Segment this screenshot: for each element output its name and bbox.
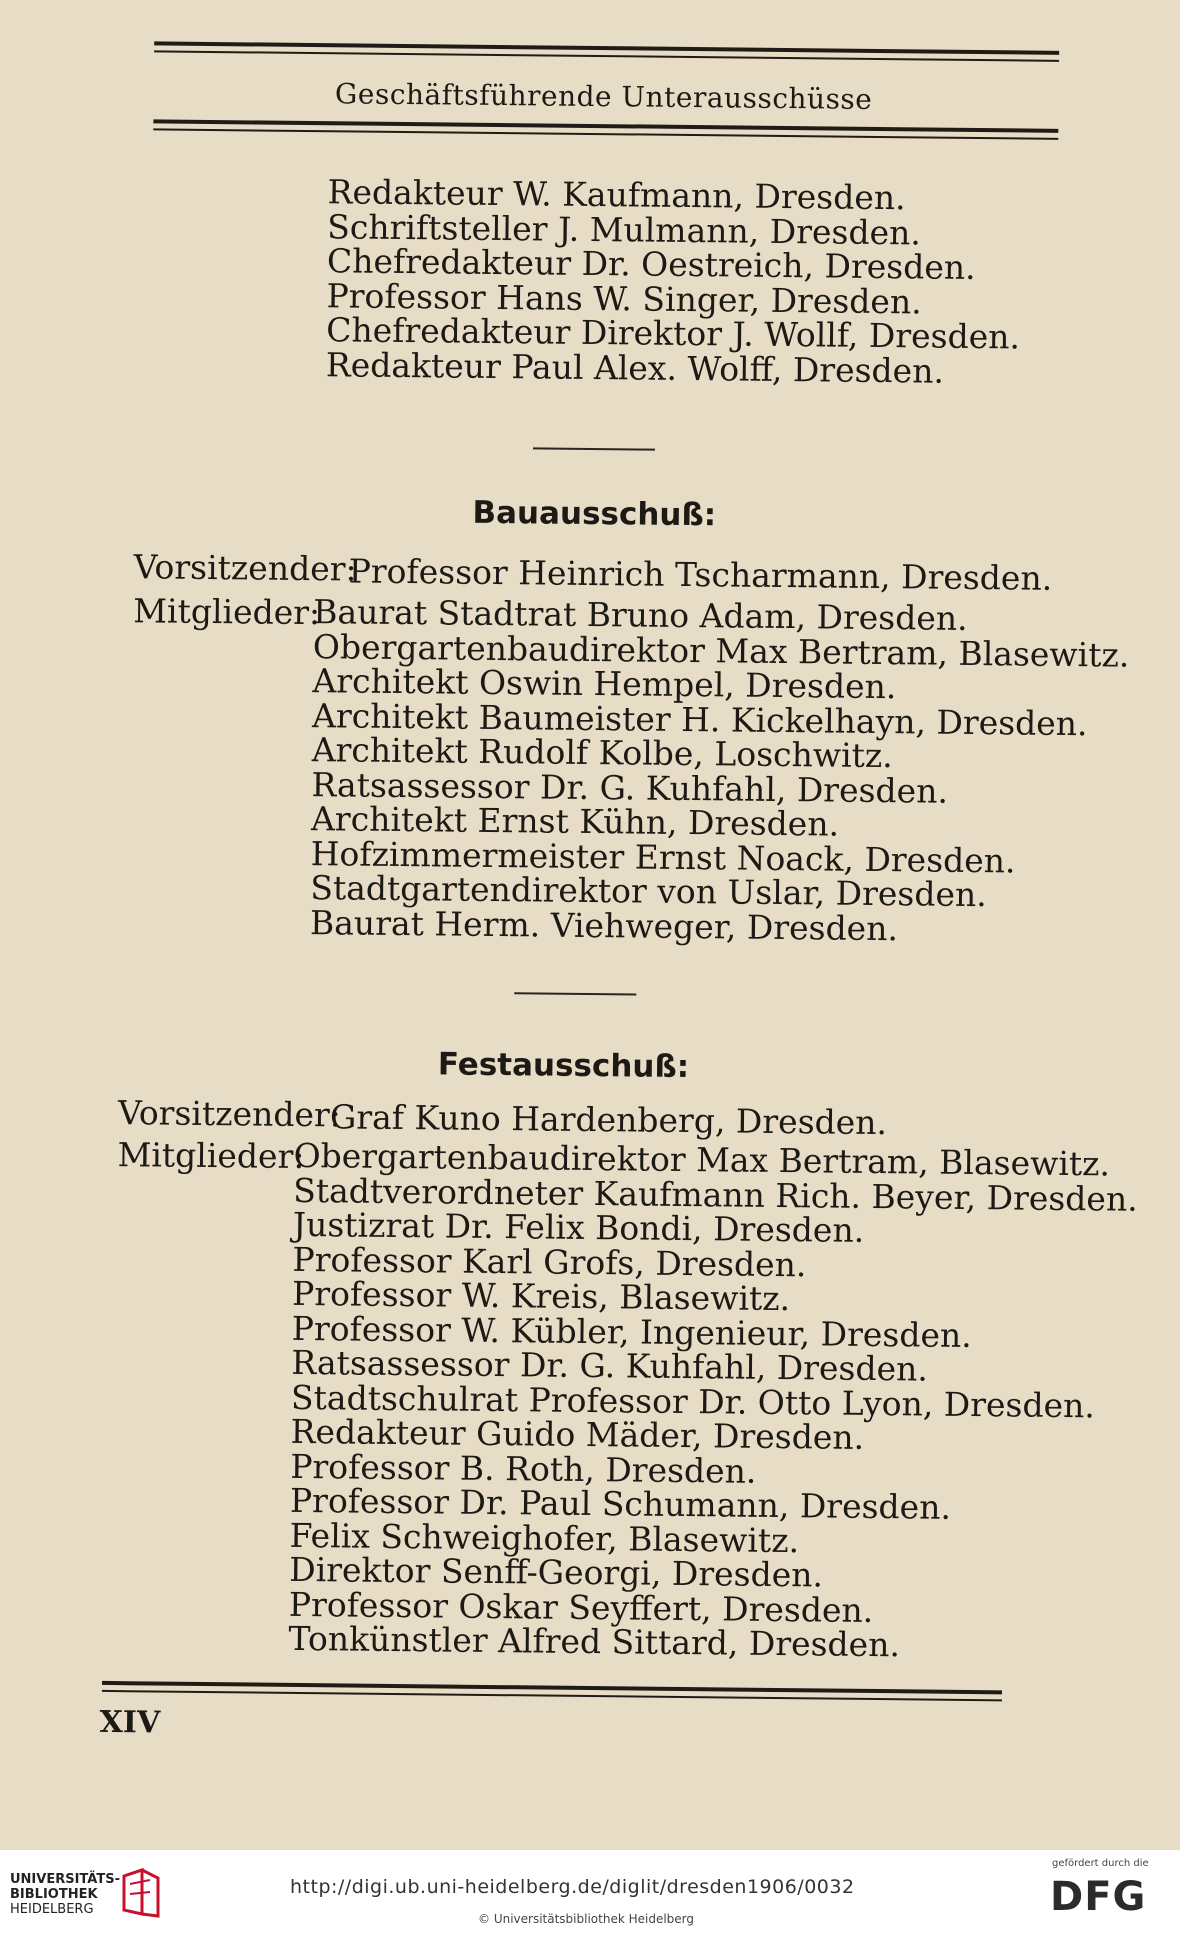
section-divider	[514, 992, 636, 995]
fest-chair-label: Vorsitzender:	[117, 1093, 342, 1135]
member-line: Schriftsteller J. Mulmann, Dresden.	[327, 206, 922, 252]
member-line: Redakteur Paul Alex. Wolff, Dresden.	[325, 344, 945, 391]
member-line: Tonkünstler Alfred Sittard, Dresden.	[288, 1618, 901, 1665]
member-line: Professor Hans W. Singer, Dresden.	[326, 275, 922, 321]
member-line: Ratsassessor Dr. G. Kuhfahl, Dresden.	[291, 1342, 929, 1389]
page-number: XIV	[99, 1704, 161, 1741]
fest-chair: Graf Kuno Hardenberg, Dresden.	[329, 1097, 888, 1143]
member-line: Architekt Rudolf Kolbe, Loschwitz.	[311, 730, 893, 776]
dfg-logo: DFG	[1050, 1874, 1147, 1920]
member-line: Professor Karl Grofs, Dresden.	[292, 1239, 807, 1284]
running-header: Geschäftsführende Unterausschüsse	[334, 77, 873, 116]
intro-member-list	[325, 172, 1022, 391]
member-line: Architekt Ernst Kühn, Dresden.	[310, 799, 840, 844]
permalink-url[interactable]: http://digi.ub.uni-heidelberg.de/diglit/dresden1906/0032	[290, 1876, 855, 1898]
viewer-footer	[0, 1850, 1180, 1939]
library-logo-text	[10, 1872, 120, 1917]
member-line: Professor W. Kübler, Ingenieur, Dresden.	[291, 1308, 972, 1355]
section-divider	[533, 447, 655, 450]
member-line: Baurat Herm. Viehweger, Dresden.	[309, 902, 899, 948]
member-line: Architekt Oswin Hempel, Dresden.	[312, 661, 897, 707]
library-name-line1: UNIVERSITÄTS-	[10, 1872, 120, 1887]
member-line: Ratsassessor Dr. G. Kuhfahl, Dresden.	[311, 764, 949, 811]
member-line: Redakteur Guido Mäder, Dresden.	[290, 1411, 865, 1457]
member-line: Professor Dr. Paul Schumann, Dresden.	[289, 1480, 952, 1527]
member-line: Justizrat Dr. Felix Bondi, Dresden.	[292, 1204, 865, 1250]
library-name-line3: HEIDELBERG	[10, 1902, 94, 1917]
member-line: Hofzimmermeister Ernst Noack, Dresden.	[310, 833, 1016, 880]
dfg-caption: gefördert durch die	[1052, 1858, 1149, 1869]
library-name-line2: BIBLIOTHEK	[10, 1887, 98, 1902]
bau-members-label: Mitglieder:	[133, 591, 321, 633]
member-line: Chefredakteur Direktor J. Wollf, Dresden.	[326, 310, 1021, 357]
fest-member-list	[288, 1135, 1138, 1665]
member-line: Redakteur W. Kaufmann, Dresden.	[327, 172, 906, 218]
member-line: Chefredakteur Dr. Oestreich, Dresden.	[326, 241, 976, 288]
member-line: Professor Oskar Seyffert, Dresden.	[288, 1584, 874, 1630]
fest-heading: Festausschuß:	[437, 1046, 690, 1086]
bau-chair: Professor Heinrich Tscharmann, Dresden.	[348, 551, 1053, 598]
member-line: Obergartenbaudirektor Max Bertram, Blasewitz.	[312, 626, 1130, 675]
copyright-notice: © Universitätsbibliothek Heidelberg	[478, 1912, 695, 1926]
member-line: Direktor Senff-Georgi, Dresden.	[289, 1549, 824, 1595]
bau-heading: Bauausschuß:	[472, 494, 717, 534]
member-line: Professor B. Roth, Dresden.	[290, 1446, 757, 1491]
bau-chair-label: Vorsitzender:	[133, 547, 357, 589]
member-line: Stadtgartendirektor von Uslar, Dresden.	[310, 868, 987, 915]
member-line: Architekt Baumeister H. Kickelhayn, Dresden.	[311, 695, 1088, 743]
bau-member-list	[309, 592, 1130, 949]
member-line: Obergartenbaudirektor Max Bertram, Blasewitz.	[293, 1135, 1111, 1184]
library-logo-icon	[120, 1866, 162, 1922]
member-line: Baurat Stadtrat Bruno Adam, Dresden.	[313, 592, 968, 638]
member-line: Felix Schweighofer, Blasewitz.	[289, 1515, 800, 1560]
member-line: Professor W. Kreis, Blasewitz.	[291, 1273, 791, 1319]
member-line: Stadtverordneter Kaufmann Rich. Beyer, Dresden.	[293, 1170, 1138, 1219]
member-line: Stadtschulrat Professor Dr. Otto Lyon, Dresden.	[290, 1377, 1096, 1425]
fest-members-label: Mitglieder:	[117, 1135, 305, 1177]
